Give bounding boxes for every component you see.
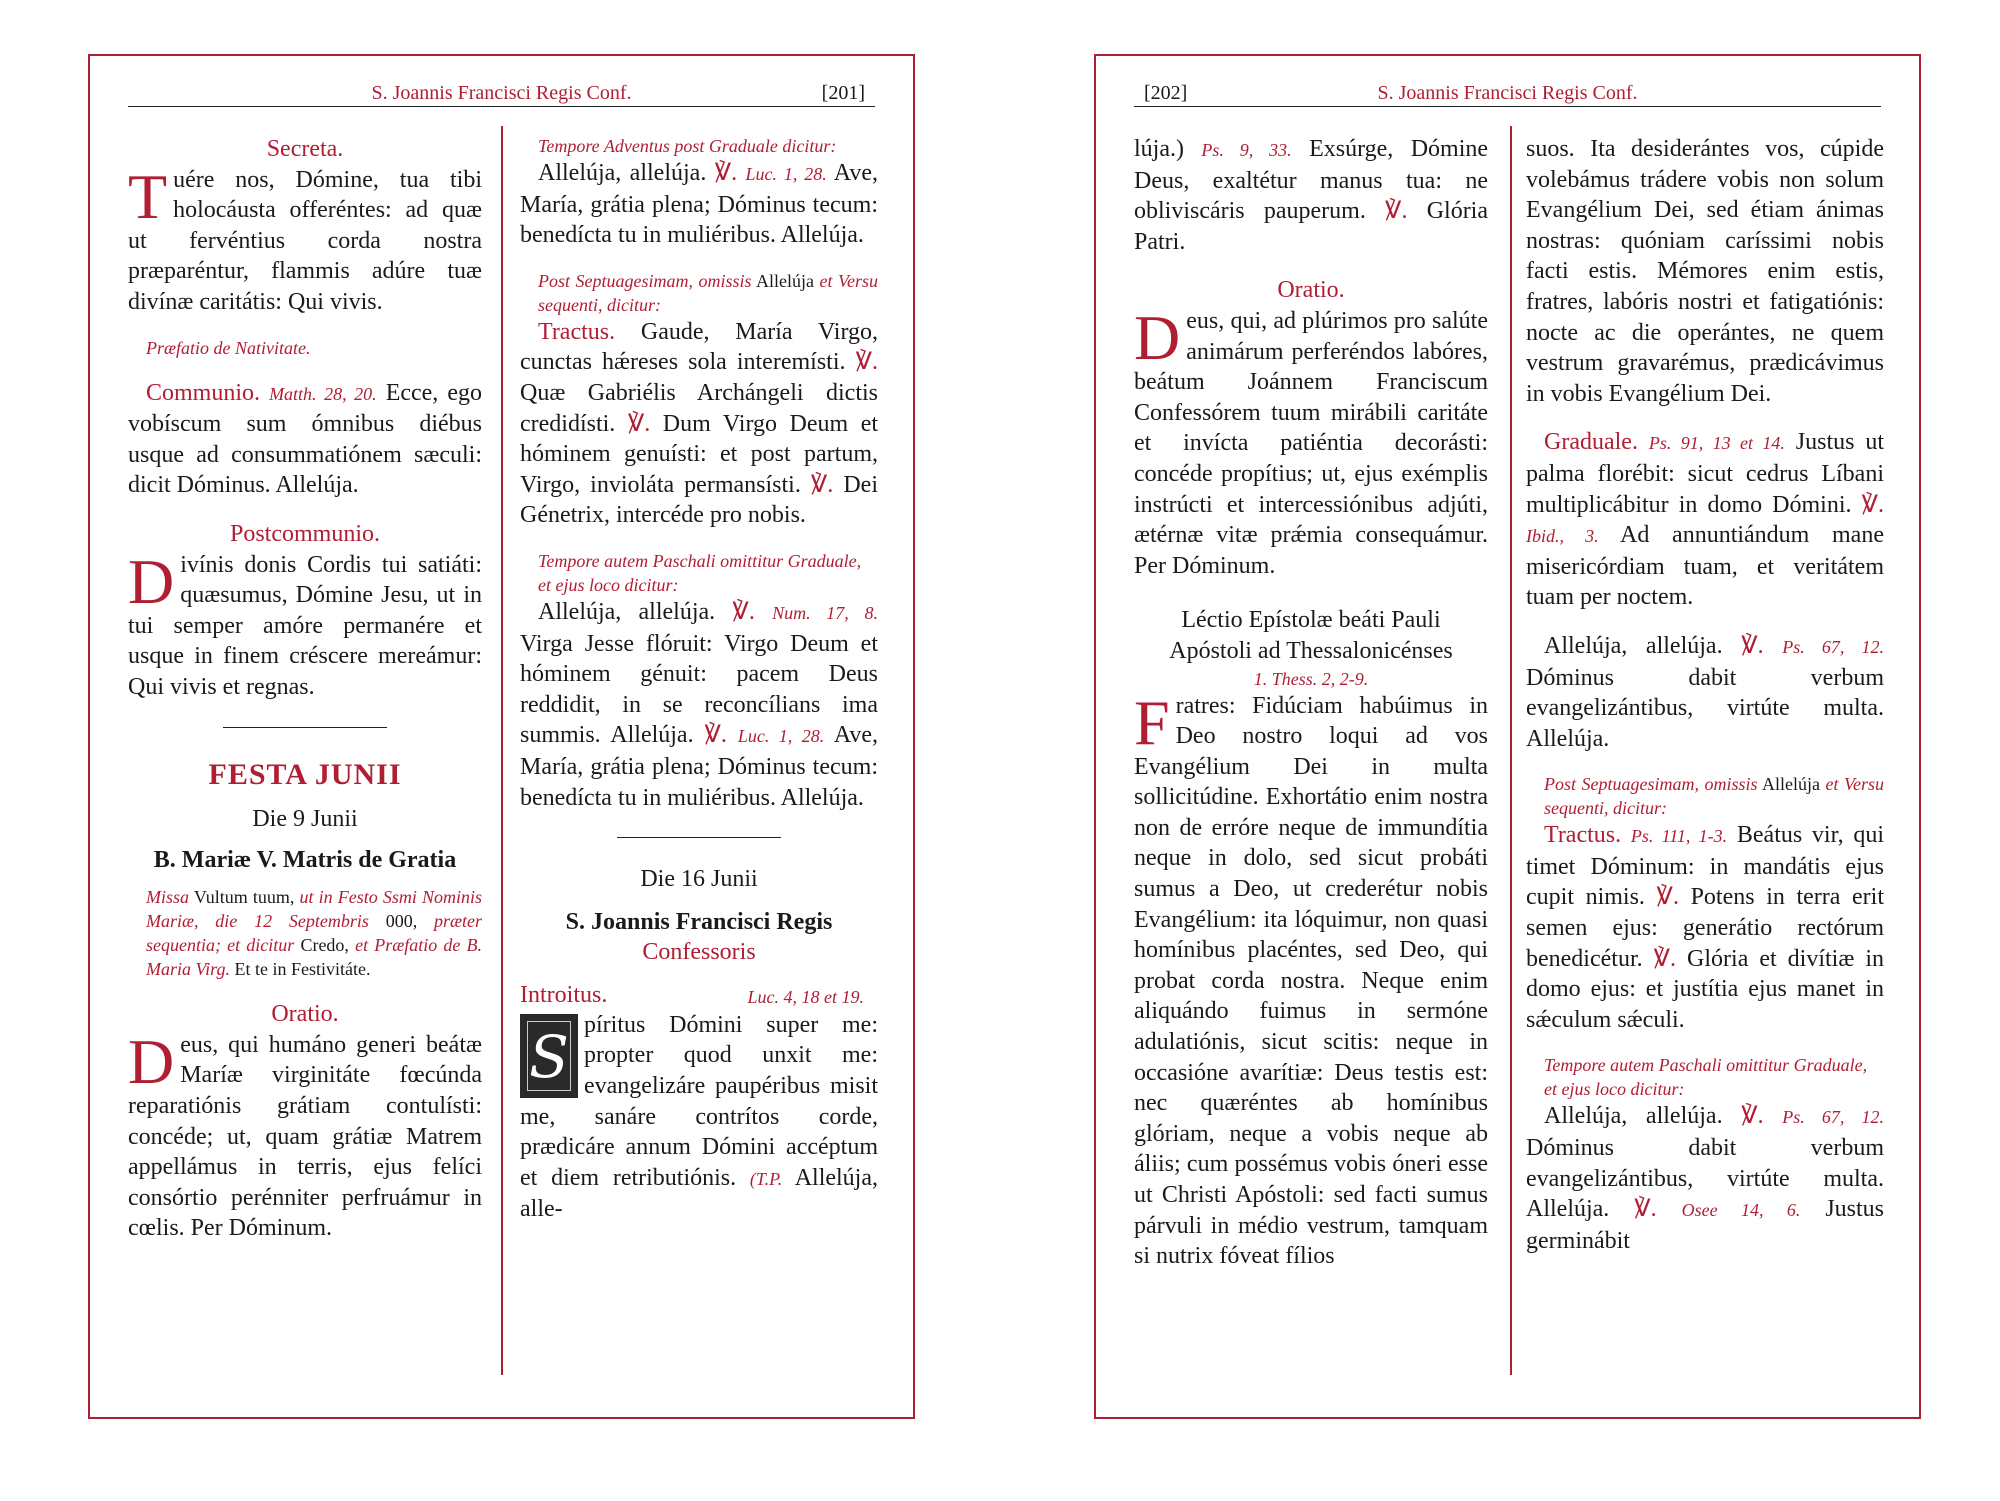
lectio-reference: 1. Thess. 2, 2-9. [1253, 668, 1369, 689]
drop-cap: D [1134, 301, 1181, 373]
paschal-rubric: Tempore autem Paschali omittitur Graduale, et ejus loco dicitur: [538, 550, 862, 595]
oratio-text: Deus, qui humáno generi beátæ Maríæ virginitáte fœcúnda reparatiónis grátiam contulísti: concéde; ut, quam grátiæ Matrem appellámus in terris, ejus felíci consórtio perénniter perfruámur in cœlis. Per Dóminum. [128, 1025, 482, 1242]
running-header [1134, 70, 1881, 107]
introitus-heading: Introitus. Luc. 4, 18 et 19. [520, 981, 864, 1008]
drop-cap: F [1134, 686, 1170, 758]
feast-title-16: S. Joannis Francisci Regis [565, 908, 833, 935]
tractus: Tractus. Ps. 111, 1-3. Beátus vir, qui timet Dóminum: in mandátis ejus cupit nimis. ℣. Potens in terra erit semen ejus: generátio rectórum benedicétur. ℣. Glória et divítiæ in domo ejus: et justítia ejus manet in sǽculum sǽculi. [1526, 822, 1885, 1033]
alleluia-1: Allelúja, allelúja. ℣. Ps. 67, 12. Dóminus dabit verbum evangelizántibus, virtúte multa. Allelúja. [1526, 632, 1885, 752]
page-number: [201] [821, 82, 865, 104]
lectio-subtitle: Apóstoli ad Thessalonicénses [1169, 637, 1453, 664]
page-202 [1094, 54, 1921, 1419]
ornate-initial-icon: S [520, 1014, 578, 1098]
septuagesima-rubric: Post Septuagesimam, omissis Allelúja et Versu sequenti, dicitur: [1544, 774, 1884, 819]
missa-rubric: Missa Vultum tuum, ut in Festo Ssmi Nominis Mariæ, die 12 Septembris 000, præter sequentia; et dicitur Credo, et Præfatio de B. Maria Virg. Et te in Festivitáte. [146, 887, 483, 980]
right-column [1526, 134, 1884, 1379]
left-column [128, 134, 482, 1379]
running-header [128, 70, 875, 107]
die-16-junii: Die 16 Junii [640, 866, 758, 893]
secreta-heading: Secreta. [266, 136, 344, 162]
postcommunio-heading: Postcommunio. [229, 520, 380, 547]
tractus: Tractus. Gaude, María Virgo, cunctas hǽreses sola interemísti. ℣. Quæ Gabriélis Archángeli dictis credidísti. ℣. Dum Virgo Deum et hóminem genuísti: et post partum, Virgo, invioláta permansísti. ℣. Dei Génetrix, intercéde pro nobis. [520, 318, 879, 529]
paschal-alleluia: Allelúja, allelúja. ℣. Num. 17, 8. Virga Jesse flóruit: Virgo Deum et hóminem génuit: pacem Deus reddidit, in se reconcílians ima summis. Allelúja. ℣. Luc. 1, 28. Ave, María, grátia plena; Dóminus tecum: benedícta tu in muliéribus. Allelúja. [520, 598, 879, 811]
column-divider [1510, 126, 1512, 1375]
septuagesima-rubric: Post Septuagesimam, omissis Allelúja et Versu sequenti, dicitur: [538, 270, 878, 315]
adventus-alleluia: Allelúja, allelúja. ℣. Luc. 1, 28. Ave, María, grátia plena; Dóminus tecum: benedícta tu in muliéribus. Allelúja. [520, 160, 878, 249]
oratio-heading: Oratio. [271, 1001, 339, 1028]
die-9-junii: Die 9 Junii [252, 806, 358, 833]
right-column [520, 134, 878, 1379]
page-number: [202] [1144, 82, 1188, 104]
feast-title-9: B. Mariæ V. Matris de Gratia [153, 846, 457, 873]
feast-subtitle-16: Confessoris [642, 939, 756, 966]
graduale: Graduale. Ps. 91, 13 et 14. Justus ut palma florébit: sicut cedrus Líbani multiplicábitur in domo Dómini. ℣. Ibid., 3. Ad annuntiándum mane misericórdiam tuam, et veritátem tuam per noctem. [1526, 429, 1885, 611]
introitus-text: S píritus Dómini super me: propter quod unxit me: evangelizáre paupéribus misit me, sanáre contrítos corde, prædicáre annum Dómini accéptum et diem retributiónis. (T.P. Allelúja, alle- [520, 1011, 878, 1223]
lectio-title: Léctio Epístolæ beáti Pauli [1181, 607, 1441, 634]
adventus-rubric: Tempore Adventus post Graduale dicitur: [538, 136, 837, 156]
running-title: S. Joannis Francisci Regis Conf. [1377, 82, 1638, 104]
continuation: lúja.) Ps. 9, 33. Exsúrge, Dómine Deus, exaltétur manus tua: ne obliviscáris pauperum. ℣. Glória Patri. [1134, 136, 1489, 255]
page-201 [88, 54, 915, 1419]
lectio-text: Fratres: Fidúciam habúimus in Deo nostro loqui ad vos Evangélium Dei in multa sollicitúdine. Exhortátio enim nostra non de erróre neque de immundítia neque in dolo, sed sicut probáti sumus a Deo, ut crederétur nobis Evangélium: ita lóquimur, non quasi homínibus placéntes, sed Deo, qui probat corda nostra. Neque enim aliquándo fuimus in sermóne adulatiónis, sicut scitis: neque in occasióne avarítiæ: Deus testis est: nec quæréntes ab homínibus glóriam, neque a vobis neque ab áliis; cum possémus vobis óneri esse ut Christi Apóstoli: sed facti sumus párvuli in médio vestrum, tamquam si nutrix fóveat fílios [1134, 686, 1488, 1270]
alleluia-2: Allelúja, allelúja. ℣. Ps. 67, 12. Dóminus dabit verbum evangelizántibus, virtúte multa. Allelúja. ℣. Osee 14, 6. Justus germinábit [1526, 1103, 1885, 1254]
paschal-rubric: Tempore autem Paschali omittitur Graduale, et ejus loco dicitur: [1544, 1055, 1868, 1100]
praefatio-rubric: Præfatio de Nativitate. [146, 337, 311, 358]
oratio-text: Deus, qui, ad plúrimos pro salúte animárum perferéndos labóres, beátum Joánnem Franciscum Confessórem tuum mirábili caritáte et invícta patiéntia decorásti: concéde propítius; ut, ejus exémplis instrúcti et intercessiónibus adjúti, ætérnæ vitæ prǽmia consequámur. Per Dóminum. [1134, 301, 1488, 579]
left-column [1134, 134, 1488, 1379]
column-divider [501, 126, 503, 1375]
secreta-text: Tuére nos, Dómine, tua tibi holocáusta offeréntes: ad quæ ut fervéntius corda nostra præparéntur, flammis adúre tuæ divínæ caritátis: Qui vivis. [128, 160, 482, 315]
oratio-heading: Oratio. [1277, 277, 1345, 304]
epistle-continuation: suos. Ita desiderántes vos, cúpide volebámus trádere vobis non solum Evangélium Dei, sed étiam ánimas nostras: quóniam caríssimi nobis facti estis. Mémores enim estis, fratres, labóris nostri et fatigatiónis: nocte ac die operántes, ne quem vestrum gravarémus, prædicávimus in vobis Evangélium Dei. [1526, 136, 1884, 407]
running-title: S. Joannis Francisci Regis Conf. [371, 82, 632, 104]
drop-cap: D [128, 1025, 175, 1097]
communio: Communio. Matth. 28, 20. Ecce, ego vobíscum sum ómnibus diébus usque ad consummatiónem sæculi: dicit Dóminus. Allelúja. [128, 379, 482, 499]
postcommunio-text: Divínis donis Cordis tui satiáti: quæsumus, Dómine Jesu, ut in tui semper amóre permanére et usque in finem créscere mereámur: Qui vivis et regnas. [128, 545, 482, 700]
drop-cap: T [128, 160, 168, 232]
festa-title: FESTA JUNII [208, 757, 402, 791]
drop-cap: D [128, 545, 175, 617]
